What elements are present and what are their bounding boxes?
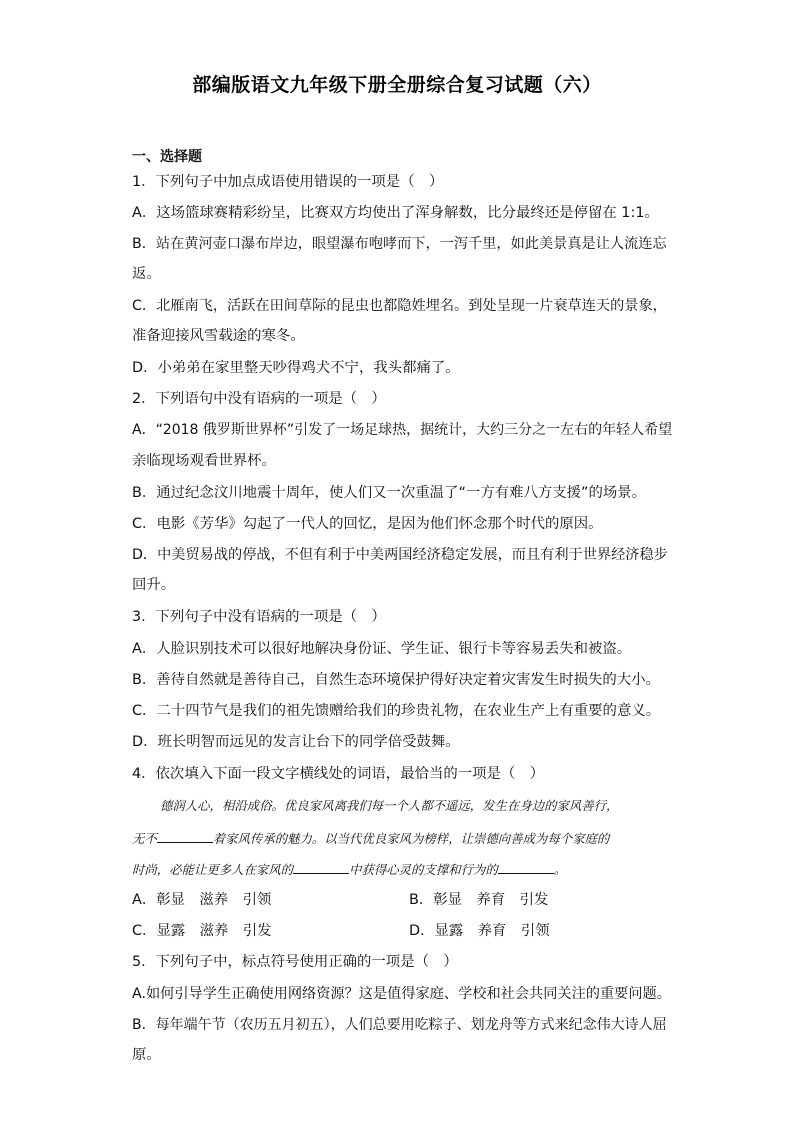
- question-4-stem: 4．依次填入下面一段文字横线处的词语，最恰当的一项是（ ）: [132, 766, 545, 782]
- question-3-stem: 3．下列句子中没有语病的一项是（ ）: [132, 609, 386, 625]
- page-title: 部编版语文九年级下册全册综合复习试题（六）: [192, 74, 602, 96]
- question-2-option-a: A．“2018 俄罗斯世界杯”引发了一场足球热，据统计，大约三分之一左右的年轻人希望: [132, 422, 673, 438]
- passage-text: 中获得心灵的支撑和行为的: [349, 862, 498, 877]
- question-4-option-c: C．显露 滋养 引发: [132, 923, 272, 939]
- question-3-option-d: D．班长明智而远见的发言让台下的同学倍受鼓舞。: [132, 734, 460, 750]
- question-2-option-b: B．通过纪念汶川地震十周年，使人们又一次重温了“一方有难八方支援”的场景。: [132, 485, 647, 501]
- question-4-option-b: B．彰显 养育 引发: [409, 892, 549, 908]
- question-2-option-a-cont: 亲临现场观看世界杯。: [132, 453, 276, 469]
- question-3-option-c: C．二十四节气是我们的祖先馈赠给我们的珍贵礼物，在农业生产上有重要的意义。: [132, 703, 661, 719]
- fill-blank-2: [293, 860, 349, 874]
- question-2-option-d-cont: 回升。: [132, 577, 176, 593]
- question-3-option-b: B．善待自然就是善待自己，自然生态环境保护得好决定着灾害发生时损失的大小。: [132, 672, 660, 688]
- question-5-option-b-cont: 原。: [132, 1047, 161, 1063]
- question-4-passage-line-2: [132, 829, 672, 847]
- question-4-option-d: D．显露 养育 引领: [409, 923, 550, 939]
- question-5-option-b: B．每年端午节（农历五月初五），人们总要用吃粽子、划龙舟等方式来纪念伟大诗人屈: [132, 1017, 667, 1033]
- question-4-passage-line-3: [132, 860, 672, 878]
- passage-text: 无不: [132, 831, 157, 846]
- question-1-option-c: C．北雁南飞，活跃在田间草际的昆虫也都隐姓埋名。到处呈现一片衰草连天的景象，: [132, 298, 667, 314]
- question-1-stem: 1．下列句子中加点成语使用错误的一项是（ ）: [132, 174, 444, 190]
- question-1-option-d: D．小弟弟在家里整天吵得鸡犬不宁，我头都痛了。: [132, 360, 460, 376]
- question-5-option-a: A.如何引导学生正确使用网络资源？这是值得家庭、学校和社会共同关注的重要问题。: [132, 986, 671, 1002]
- question-4-option-a: A．彰显 滋养 引领: [132, 892, 272, 908]
- question-1-option-b-cont: 返。: [132, 266, 161, 282]
- passage-text: 。: [553, 862, 567, 877]
- question-2-option-c: C．电影《芳华》勾起了一代人的回忆，是因为他们怀念那个时代的原因。: [132, 516, 603, 532]
- passage-text: 着家风传承的魅力。以当代优良家风为榜样，让崇德向善成为每个家庭的: [212, 831, 610, 846]
- question-5-stem: 5．下列句子中，标点符号使用正确的一项是（ ）: [132, 954, 458, 970]
- passage-text: 时尚，必能让更多人在家风的: [132, 862, 294, 877]
- question-1-option-b: B．站在黄河壶口瀑布岸边，眼望瀑布咆哮而下，一泻千里，如此美景真是让人流连忘: [132, 236, 667, 252]
- question-1-option-c-cont: 准备迎接风雪载途的寒冬。: [132, 328, 305, 344]
- section-heading: 一、选择题: [132, 149, 202, 165]
- question-1-option-a: A．这场篮球赛精彩纷呈，比赛双方均使出了浑身解数，比分最终还是停留在 1:1。: [132, 205, 659, 221]
- question-2-option-d: D．中美贸易战的停战，不但有利于中美两国经济稳定发展，而且有利于世界经济稳步: [132, 547, 668, 563]
- question-2-stem: 2．下列语句中没有语病的一项是（ ）: [132, 391, 386, 407]
- fill-blank-3: [498, 860, 554, 874]
- question-3-option-a: A．人脸识别技术可以很好地解决身份证、学生证、银行卡等容易丢失和被盗。: [132, 641, 632, 657]
- question-4-passage-line-1: 德润人心，相沿成俗。优良家风离我们每一个人都不遥远，发生在身边的家风善行，: [160, 798, 619, 813]
- fill-blank-1: [157, 829, 213, 843]
